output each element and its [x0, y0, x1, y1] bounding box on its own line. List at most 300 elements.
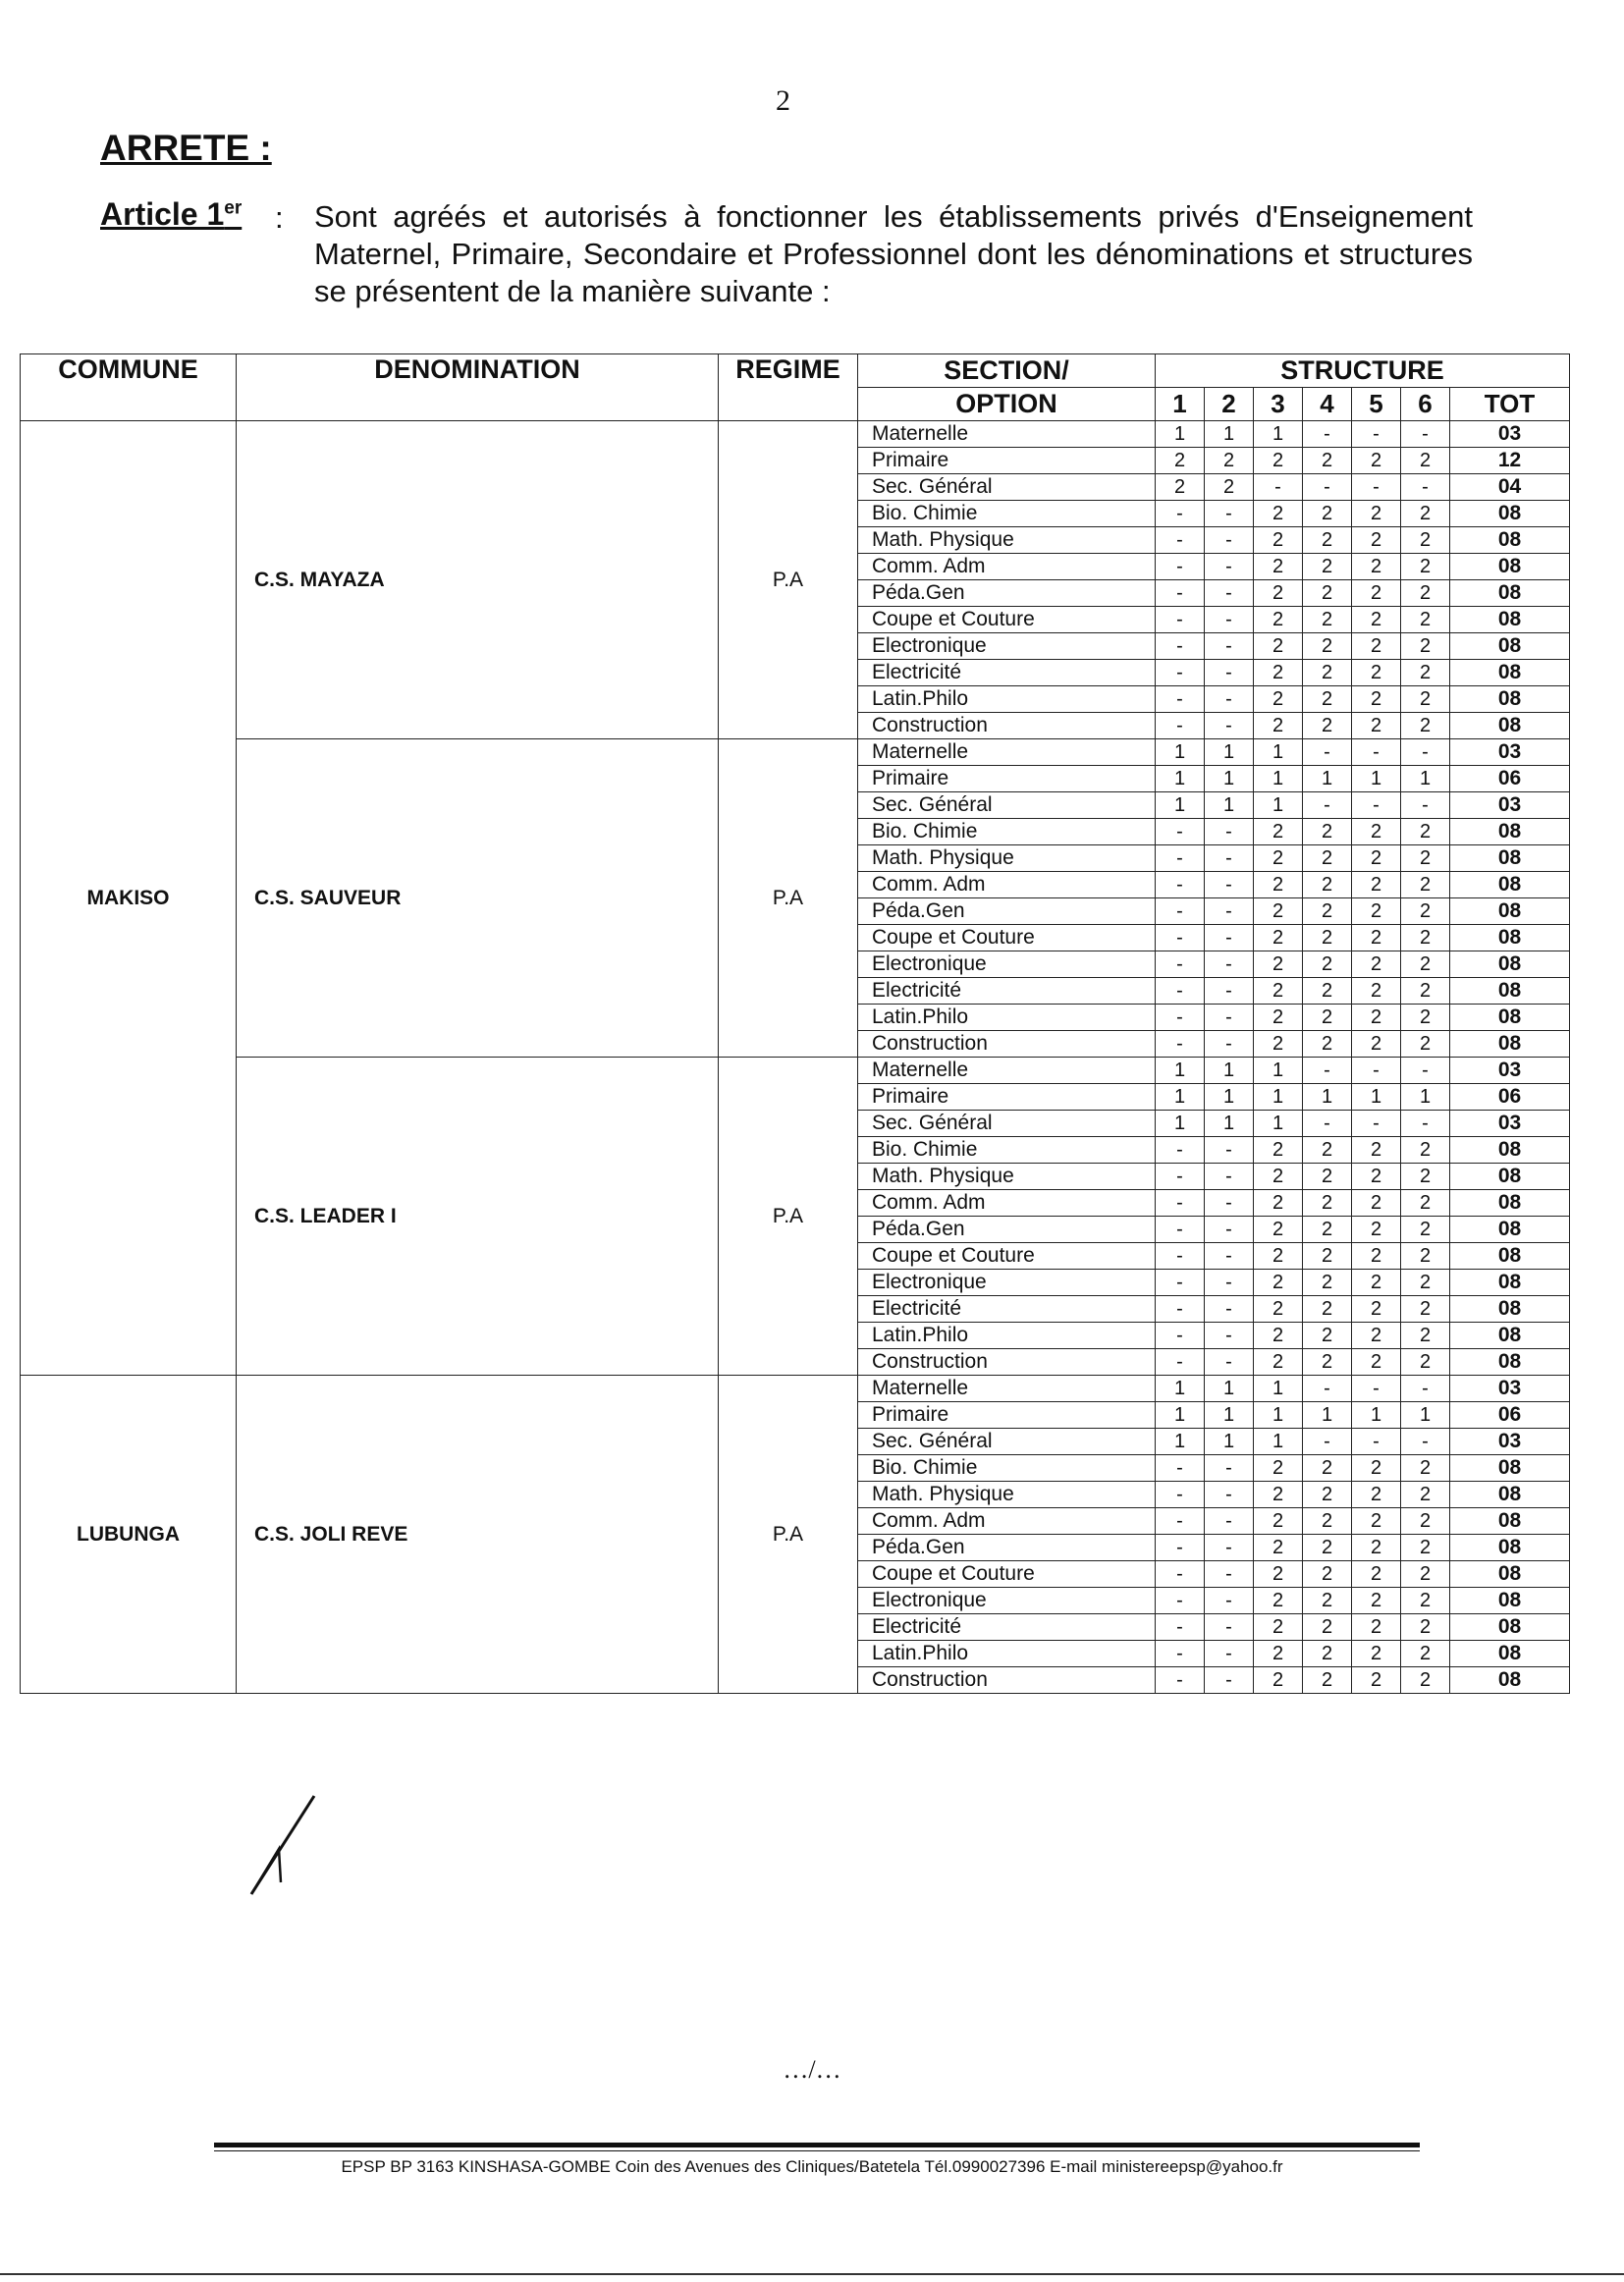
level-1-cell: -: [1156, 633, 1205, 660]
level-5-cell: 2: [1352, 1535, 1401, 1561]
level-3-cell: 2: [1254, 978, 1303, 1005]
level-4-cell: 1: [1303, 1084, 1352, 1111]
table-row: [21, 1376, 1570, 1402]
section-option-cell: Bio. Chimie: [858, 1455, 1156, 1482]
level-2-cell: 1: [1205, 1111, 1254, 1137]
level-1-cell: 1: [1156, 1084, 1205, 1111]
total-cell: 03: [1450, 1111, 1570, 1137]
level-1-cell: -: [1156, 686, 1205, 713]
table-row: [21, 421, 1570, 448]
level-6-cell: 2: [1401, 951, 1450, 978]
level-3-cell: 2: [1254, 898, 1303, 925]
section-option-cell: Math. Physique: [858, 1164, 1156, 1190]
section-option-cell: Primaire: [858, 1084, 1156, 1111]
level-2-cell: -: [1205, 1217, 1254, 1243]
header-denomination: DENOMINATION: [237, 354, 719, 421]
section-option-cell: Coupe et Couture: [858, 1561, 1156, 1588]
level-4-cell: 2: [1303, 633, 1352, 660]
level-2-cell: -: [1205, 1561, 1254, 1588]
level-3-cell: 1: [1254, 766, 1303, 792]
level-2-cell: -: [1205, 1641, 1254, 1667]
header-structure: STRUCTURE: [1156, 354, 1570, 388]
denomination-cell: C.S. MAYAZA: [237, 421, 719, 739]
section-option-cell: Péda.Gen: [858, 1217, 1156, 1243]
level-2-cell: 1: [1205, 1376, 1254, 1402]
level-5-cell: 2: [1352, 527, 1401, 554]
level-3-cell: 2: [1254, 1455, 1303, 1482]
section-option-cell: Primaire: [858, 448, 1156, 474]
level-1-cell: 1: [1156, 1429, 1205, 1455]
level-3-cell: 1: [1254, 421, 1303, 448]
level-4-cell: 2: [1303, 501, 1352, 527]
total-cell: 06: [1450, 766, 1570, 792]
arrete-heading: ARRETE :: [100, 128, 272, 168]
level-2-cell: 2: [1205, 474, 1254, 501]
level-5-cell: 2: [1352, 1508, 1401, 1535]
level-4-cell: 2: [1303, 607, 1352, 633]
commune-cell: MAKISO: [21, 421, 237, 1376]
level-2-cell: -: [1205, 501, 1254, 527]
level-6-cell: -: [1401, 1058, 1450, 1084]
level-5-cell: 2: [1352, 898, 1401, 925]
level-6-cell: 2: [1401, 554, 1450, 580]
level-6-cell: 2: [1401, 501, 1450, 527]
level-3-cell: 1: [1254, 1429, 1303, 1455]
level-1-cell: -: [1156, 1296, 1205, 1323]
total-cell: 08: [1450, 925, 1570, 951]
level-6-cell: 2: [1401, 1217, 1450, 1243]
establishments-table: [20, 353, 1570, 1694]
level-3-cell: 2: [1254, 1588, 1303, 1614]
page-number: 2: [776, 84, 790, 117]
level-5-cell: 2: [1352, 554, 1401, 580]
section-option-cell: Sec. Général: [858, 1429, 1156, 1455]
section-option-cell: Latin.Philo: [858, 1005, 1156, 1031]
level-3-cell: 2: [1254, 1217, 1303, 1243]
level-5-cell: 2: [1352, 1296, 1401, 1323]
level-3-cell: 2: [1254, 819, 1303, 845]
level-6-cell: 1: [1401, 1084, 1450, 1111]
level-6-cell: 2: [1401, 1561, 1450, 1588]
level-3-cell: 2: [1254, 951, 1303, 978]
section-option-cell: Sec. Général: [858, 1111, 1156, 1137]
level-4-cell: 2: [1303, 1031, 1352, 1058]
level-3-cell: 2: [1254, 1190, 1303, 1217]
level-3-cell: 2: [1254, 1164, 1303, 1190]
level-4-cell: -: [1303, 739, 1352, 766]
section-option-cell: Electricité: [858, 1296, 1156, 1323]
level-6-cell: -: [1401, 1111, 1450, 1137]
total-cell: 08: [1450, 1641, 1570, 1667]
level-3-cell: 1: [1254, 1376, 1303, 1402]
total-cell: 03: [1450, 1058, 1570, 1084]
level-6-cell: 2: [1401, 448, 1450, 474]
section-option-cell: Coupe et Couture: [858, 607, 1156, 633]
regime-cell: P.A: [719, 739, 858, 1058]
level-2-cell: 1: [1205, 1058, 1254, 1084]
section-option-cell: Electricité: [858, 978, 1156, 1005]
level-3-cell: -: [1254, 474, 1303, 501]
level-1-cell: 2: [1156, 448, 1205, 474]
level-1-cell: -: [1156, 845, 1205, 872]
level-6-cell: -: [1401, 739, 1450, 766]
level-1-cell: -: [1156, 1164, 1205, 1190]
level-1-cell: -: [1156, 527, 1205, 554]
section-option-cell: Maternelle: [858, 739, 1156, 766]
level-6-cell: 2: [1401, 527, 1450, 554]
level-2-cell: -: [1205, 607, 1254, 633]
article-label-sup: er: [224, 197, 243, 219]
level-4-cell: 1: [1303, 766, 1352, 792]
level-3-cell: 2: [1254, 1641, 1303, 1667]
level-5-cell: 2: [1352, 1031, 1401, 1058]
level-5-cell: 2: [1352, 1641, 1401, 1667]
total-cell: 06: [1450, 1084, 1570, 1111]
total-cell: 03: [1450, 1429, 1570, 1455]
level-4-cell: 2: [1303, 1482, 1352, 1508]
level-4-cell: 2: [1303, 925, 1352, 951]
level-2-cell: 1: [1205, 1084, 1254, 1111]
level-5-cell: 2: [1352, 1455, 1401, 1482]
total-cell: 08: [1450, 1667, 1570, 1694]
level-1-cell: -: [1156, 660, 1205, 686]
level-2-cell: 1: [1205, 1402, 1254, 1429]
level-6-cell: 2: [1401, 1005, 1450, 1031]
level-4-cell: 2: [1303, 448, 1352, 474]
section-option-cell: Primaire: [858, 766, 1156, 792]
level-5-cell: -: [1352, 421, 1401, 448]
level-1-cell: -: [1156, 1455, 1205, 1482]
total-cell: 06: [1450, 1402, 1570, 1429]
level-4-cell: 2: [1303, 554, 1352, 580]
level-4-cell: 2: [1303, 1508, 1352, 1535]
level-6-cell: 2: [1401, 580, 1450, 607]
level-5-cell: -: [1352, 1058, 1401, 1084]
level-1-cell: -: [1156, 501, 1205, 527]
level-3-cell: 2: [1254, 1296, 1303, 1323]
total-cell: 08: [1450, 501, 1570, 527]
table-row: [21, 739, 1570, 766]
level-3-cell: 2: [1254, 633, 1303, 660]
level-5-cell: -: [1352, 792, 1401, 819]
level-4-cell: -: [1303, 1376, 1352, 1402]
section-option-cell: Electronique: [858, 951, 1156, 978]
level-1-cell: 1: [1156, 766, 1205, 792]
level-4-cell: -: [1303, 474, 1352, 501]
level-1-cell: -: [1156, 1614, 1205, 1641]
level-2-cell: -: [1205, 845, 1254, 872]
level-3-cell: 1: [1254, 1402, 1303, 1429]
level-1-cell: -: [1156, 713, 1205, 739]
section-option-cell: Maternelle: [858, 1058, 1156, 1084]
level-1-cell: -: [1156, 1217, 1205, 1243]
level-6-cell: 2: [1401, 845, 1450, 872]
level-2-cell: 1: [1205, 1429, 1254, 1455]
total-cell: 08: [1450, 554, 1570, 580]
total-cell: 08: [1450, 580, 1570, 607]
level-5-cell: 1: [1352, 766, 1401, 792]
level-6-cell: 2: [1401, 1031, 1450, 1058]
level-6-cell: -: [1401, 1376, 1450, 1402]
level-1-cell: -: [1156, 1588, 1205, 1614]
section-option-cell: Bio. Chimie: [858, 819, 1156, 845]
total-cell: 08: [1450, 713, 1570, 739]
level-1-cell: -: [1156, 872, 1205, 898]
level-5-cell: 2: [1352, 501, 1401, 527]
section-option-cell: Maternelle: [858, 1376, 1156, 1402]
section-option-cell: Comm. Adm: [858, 1508, 1156, 1535]
section-option-cell: Coupe et Couture: [858, 925, 1156, 951]
level-4-cell: -: [1303, 1058, 1352, 1084]
total-cell: 08: [1450, 872, 1570, 898]
level-5-cell: -: [1352, 1111, 1401, 1137]
level-3-cell: 2: [1254, 713, 1303, 739]
level-6-cell: 2: [1401, 819, 1450, 845]
level-1-cell: -: [1156, 1508, 1205, 1535]
level-4-cell: 2: [1303, 1270, 1352, 1296]
level-5-cell: 2: [1352, 978, 1401, 1005]
level-5-cell: 2: [1352, 686, 1401, 713]
level-2-cell: -: [1205, 1323, 1254, 1349]
level-3-cell: 2: [1254, 660, 1303, 686]
level-4-cell: 2: [1303, 898, 1352, 925]
total-cell: 08: [1450, 1217, 1570, 1243]
level-2-cell: -: [1205, 819, 1254, 845]
level-5-cell: 2: [1352, 1164, 1401, 1190]
level-2-cell: -: [1205, 1455, 1254, 1482]
total-cell: 04: [1450, 474, 1570, 501]
regime-cell: P.A: [719, 1058, 858, 1376]
section-option-cell: Latin.Philo: [858, 1323, 1156, 1349]
level-1-cell: -: [1156, 978, 1205, 1005]
level-4-cell: 2: [1303, 1323, 1352, 1349]
level-3-cell: 2: [1254, 1508, 1303, 1535]
table-row: [21, 1058, 1570, 1084]
footer-address: EPSP BP 3163 KINSHASA-GOMBE Coin des Avenues des Cliniques/Batetela Tél.0990027396 E-mail ministereepsp@yahoo.fr: [341, 2157, 1283, 2176]
level-2-cell: -: [1205, 686, 1254, 713]
level-6-cell: 2: [1401, 1137, 1450, 1164]
level-3-cell: 1: [1254, 792, 1303, 819]
level-5-cell: 2: [1352, 1270, 1401, 1296]
level-5-cell: 2: [1352, 448, 1401, 474]
total-cell: 08: [1450, 1614, 1570, 1641]
article-colon: :: [275, 200, 284, 235]
section-option-cell: Construction: [858, 1667, 1156, 1694]
total-cell: 08: [1450, 633, 1570, 660]
level-2-cell: 1: [1205, 739, 1254, 766]
header-commune: COMMUNE: [21, 354, 237, 421]
level-3-cell: 2: [1254, 1243, 1303, 1270]
level-3-cell: 1: [1254, 1058, 1303, 1084]
level-4-cell: 2: [1303, 872, 1352, 898]
level-3-cell: 2: [1254, 845, 1303, 872]
level-5-cell: 2: [1352, 1588, 1401, 1614]
level-6-cell: 2: [1401, 1270, 1450, 1296]
header-level-1: 1: [1156, 388, 1205, 421]
level-6-cell: 2: [1401, 1455, 1450, 1482]
level-3-cell: 2: [1254, 1031, 1303, 1058]
level-1-cell: 1: [1156, 1376, 1205, 1402]
level-2-cell: -: [1205, 978, 1254, 1005]
level-2-cell: -: [1205, 1588, 1254, 1614]
level-1-cell: -: [1156, 580, 1205, 607]
level-6-cell: 2: [1401, 633, 1450, 660]
level-5-cell: 2: [1352, 607, 1401, 633]
header-level-3: 3: [1254, 388, 1303, 421]
section-option-cell: Péda.Gen: [858, 1535, 1156, 1561]
article-label-text: Article 1: [100, 196, 225, 232]
level-4-cell: 2: [1303, 1243, 1352, 1270]
section-option-cell: Math. Physique: [858, 845, 1156, 872]
level-2-cell: -: [1205, 660, 1254, 686]
total-cell: 08: [1450, 1323, 1570, 1349]
section-option-cell: Sec. Général: [858, 474, 1156, 501]
level-6-cell: 2: [1401, 686, 1450, 713]
level-6-cell: 2: [1401, 713, 1450, 739]
level-5-cell: -: [1352, 739, 1401, 766]
level-5-cell: 2: [1352, 1243, 1401, 1270]
level-5-cell: 2: [1352, 1323, 1401, 1349]
level-4-cell: 2: [1303, 1005, 1352, 1031]
section-option-cell: Péda.Gen: [858, 580, 1156, 607]
section-option-cell: Maternelle: [858, 421, 1156, 448]
total-cell: 08: [1450, 819, 1570, 845]
level-2-cell: 1: [1205, 421, 1254, 448]
level-2-cell: -: [1205, 1482, 1254, 1508]
level-6-cell: 2: [1401, 1667, 1450, 1694]
section-option-cell: Latin.Philo: [858, 1641, 1156, 1667]
denomination-cell: C.S. LEADER I: [237, 1058, 719, 1376]
level-2-cell: -: [1205, 898, 1254, 925]
level-4-cell: 2: [1303, 978, 1352, 1005]
level-6-cell: 2: [1401, 1535, 1450, 1561]
total-cell: 03: [1450, 739, 1570, 766]
total-cell: 08: [1450, 978, 1570, 1005]
level-4-cell: 2: [1303, 1641, 1352, 1667]
level-2-cell: -: [1205, 554, 1254, 580]
level-6-cell: 2: [1401, 1190, 1450, 1217]
total-cell: 08: [1450, 527, 1570, 554]
level-2-cell: -: [1205, 1243, 1254, 1270]
denomination-cell: C.S. JOLI REVE: [237, 1376, 719, 1694]
level-3-cell: 2: [1254, 1137, 1303, 1164]
level-1-cell: -: [1156, 1005, 1205, 1031]
level-6-cell: 1: [1401, 766, 1450, 792]
section-option-cell: Electronique: [858, 633, 1156, 660]
level-1-cell: -: [1156, 1561, 1205, 1588]
level-3-cell: 2: [1254, 554, 1303, 580]
level-2-cell: -: [1205, 1164, 1254, 1190]
level-5-cell: -: [1352, 1376, 1401, 1402]
total-cell: 08: [1450, 1349, 1570, 1376]
section-option-cell: Math. Physique: [858, 527, 1156, 554]
section-option-cell: Construction: [858, 1349, 1156, 1376]
level-1-cell: 1: [1156, 1111, 1205, 1137]
level-4-cell: 2: [1303, 1588, 1352, 1614]
level-3-cell: 2: [1254, 872, 1303, 898]
continuation-mark: …/…: [783, 2055, 841, 2084]
level-3-cell: 2: [1254, 925, 1303, 951]
section-option-cell: Comm. Adm: [858, 872, 1156, 898]
level-3-cell: 2: [1254, 527, 1303, 554]
level-4-cell: -: [1303, 1429, 1352, 1455]
total-cell: 08: [1450, 898, 1570, 925]
level-6-cell: 2: [1401, 1349, 1450, 1376]
level-4-cell: 2: [1303, 1561, 1352, 1588]
level-1-cell: -: [1156, 1190, 1205, 1217]
total-cell: 08: [1450, 607, 1570, 633]
total-cell: 08: [1450, 1535, 1570, 1561]
section-option-cell: Math. Physique: [858, 1482, 1156, 1508]
section-option-cell: Comm. Adm: [858, 1190, 1156, 1217]
total-cell: 08: [1450, 1482, 1570, 1508]
level-1-cell: 1: [1156, 792, 1205, 819]
level-5-cell: 1: [1352, 1084, 1401, 1111]
level-4-cell: 2: [1303, 660, 1352, 686]
commune-cell: LUBUNGA: [21, 1376, 237, 1694]
level-3-cell: 1: [1254, 1111, 1303, 1137]
header-level-6: 6: [1401, 388, 1450, 421]
level-5-cell: 2: [1352, 1667, 1401, 1694]
level-6-cell: 2: [1401, 1641, 1450, 1667]
header-level-2: 2: [1205, 388, 1254, 421]
level-6-cell: -: [1401, 1429, 1450, 1455]
total-cell: 08: [1450, 1031, 1570, 1058]
total-cell: 08: [1450, 1508, 1570, 1535]
level-3-cell: 2: [1254, 1323, 1303, 1349]
level-6-cell: 2: [1401, 1508, 1450, 1535]
level-3-cell: 2: [1254, 1482, 1303, 1508]
footer-rule-thick: [214, 2143, 1420, 2147]
level-2-cell: -: [1205, 951, 1254, 978]
level-2-cell: -: [1205, 713, 1254, 739]
level-4-cell: -: [1303, 792, 1352, 819]
level-4-cell: 1: [1303, 1402, 1352, 1429]
level-5-cell: 2: [1352, 1137, 1401, 1164]
level-1-cell: -: [1156, 819, 1205, 845]
level-6-cell: 2: [1401, 607, 1450, 633]
level-5-cell: 2: [1352, 1217, 1401, 1243]
level-2-cell: -: [1205, 1614, 1254, 1641]
article-text: Sont agréés et autorisés à fonctionner les établissements privés d'Enseignement Maternel, Primaire, Secondaire et Professionnel dont les dénominations et structures se présentent de la manière suivante :: [314, 199, 1473, 308]
level-3-cell: 1: [1254, 1084, 1303, 1111]
level-1-cell: -: [1156, 554, 1205, 580]
level-2-cell: -: [1205, 1667, 1254, 1694]
section-option-cell: Electricité: [858, 660, 1156, 686]
level-1-cell: -: [1156, 1031, 1205, 1058]
level-4-cell: 2: [1303, 1614, 1352, 1641]
total-cell: 08: [1450, 660, 1570, 686]
level-4-cell: 2: [1303, 1164, 1352, 1190]
regime-cell: P.A: [719, 421, 858, 739]
level-2-cell: -: [1205, 925, 1254, 951]
level-5-cell: -: [1352, 474, 1401, 501]
level-5-cell: 2: [1352, 660, 1401, 686]
section-option-cell: Comm. Adm: [858, 554, 1156, 580]
level-4-cell: 2: [1303, 1137, 1352, 1164]
total-cell: 08: [1450, 1296, 1570, 1323]
level-6-cell: 2: [1401, 1164, 1450, 1190]
level-3-cell: 2: [1254, 1667, 1303, 1694]
level-2-cell: -: [1205, 1270, 1254, 1296]
header-level-4: 4: [1303, 388, 1352, 421]
level-6-cell: 2: [1401, 660, 1450, 686]
level-2-cell: -: [1205, 1190, 1254, 1217]
level-3-cell: 2: [1254, 607, 1303, 633]
page-bottom-rule: [0, 2273, 1624, 2275]
section-option-cell: Péda.Gen: [858, 898, 1156, 925]
level-5-cell: 2: [1352, 580, 1401, 607]
